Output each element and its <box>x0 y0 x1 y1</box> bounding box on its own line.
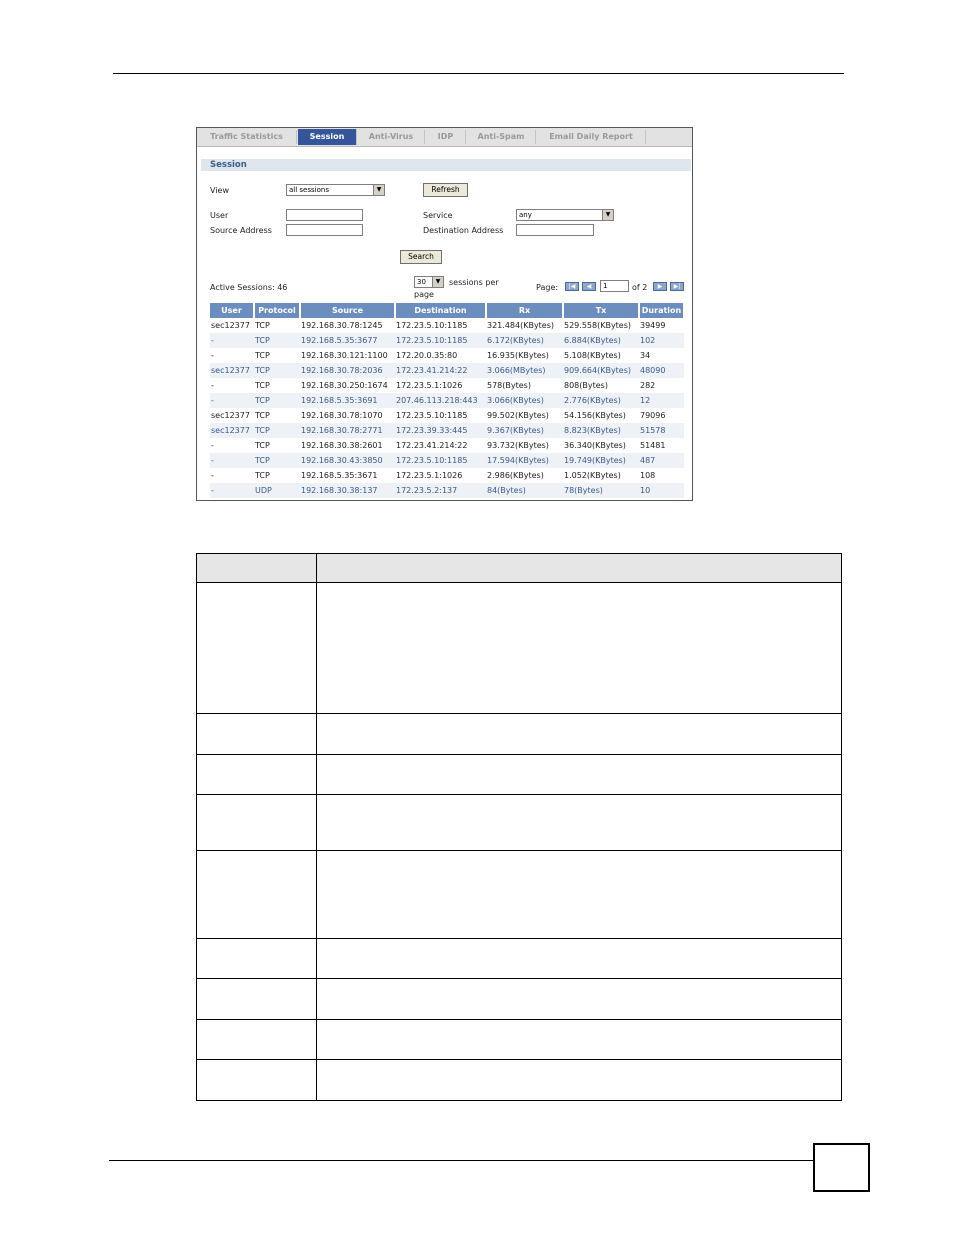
per-page-select[interactable] <box>414 276 444 288</box>
table-cell: 192.168.5.35:3671 <box>301 471 378 480</box>
tab-anti-spam[interactable]: Anti-Spam <box>467 130 536 144</box>
table-cell: 6.884(KBytes) <box>563 333 639 348</box>
table-cell: 78(Bytes) <box>563 483 639 498</box>
table-row[interactable] <box>210 423 684 438</box>
table-cell: - <box>210 483 254 498</box>
table-cell: 172.23.5.10:1185 <box>396 411 468 420</box>
table-cell: 172.23.5.10:1185 <box>395 333 486 348</box>
table-cell: 3.066(MBytes) <box>486 363 563 378</box>
column-header-tx[interactable]: Tx <box>563 303 639 318</box>
source-address-input[interactable] <box>286 224 363 236</box>
page-number-input[interactable] <box>600 280 629 292</box>
table-cell: 172.20.0.35:80 <box>396 351 458 360</box>
table-cell: 17.594(KBytes) <box>486 453 563 468</box>
table-cell: 192.168.5.35:3677 <box>300 333 395 348</box>
table-cell: - <box>211 351 214 360</box>
per-page-label-2: page <box>414 290 434 299</box>
table-cell: TCP <box>255 441 270 450</box>
table-cell <box>197 714 317 755</box>
table-cell: 12 <box>639 393 684 408</box>
table-cell: 51481 <box>640 441 666 450</box>
table-cell <box>197 939 317 979</box>
table-row[interactable] <box>210 393 684 408</box>
table-cell: 36.340(KBytes) <box>564 441 626 450</box>
table-cell: 172.23.41.214:22 <box>396 441 468 450</box>
table-cell: 172.23.5.1:1026 <box>396 471 463 480</box>
page-number-box <box>813 1143 870 1192</box>
table-cell: 192.168.30.78:2036 <box>300 363 395 378</box>
table-cell: 19.749(KBytes) <box>563 453 639 468</box>
table-cell: 172.23.5.10:1185 <box>396 321 468 330</box>
first-page-icon[interactable]: |◀ <box>565 282 579 291</box>
table-cell: 192.168.30.78:1245 <box>301 321 383 330</box>
table-cell: 3.066(KBytes) <box>486 393 563 408</box>
table-cell: 282 <box>640 381 656 390</box>
table-cell: sec12377 <box>211 411 250 420</box>
table-cell: 34 <box>640 351 651 360</box>
table-cell: 909.664(KBytes) <box>563 363 639 378</box>
column-header-protocol[interactable]: Protocol <box>254 303 300 318</box>
table-cell: TCP <box>254 423 300 438</box>
table-cell: 192.168.30.250:1674 <box>301 381 388 390</box>
table-header-label <box>197 554 317 583</box>
table-cell: 8.823(KBytes) <box>563 423 639 438</box>
table-cell: 172.23.5.10:1185 <box>395 453 486 468</box>
table-cell: 487 <box>639 453 684 468</box>
table-cell: 84(Bytes) <box>486 483 563 498</box>
table-cell: TCP <box>254 393 300 408</box>
table-row[interactable] <box>210 318 684 333</box>
view-select[interactable] <box>286 184 385 196</box>
table-cell: 39499 <box>640 321 666 330</box>
session-screenshot <box>196 127 693 501</box>
table-cell: - <box>211 441 214 450</box>
table-cell: sec12377 <box>210 363 254 378</box>
per-page-value: 30 <box>417 278 426 286</box>
table-cell: 48090 <box>639 363 684 378</box>
table-row[interactable] <box>210 408 684 423</box>
session-table <box>210 303 685 498</box>
table-cell: 172.23.5.2:137 <box>395 483 486 498</box>
table-cell: 99.502(KBytes) <box>487 411 549 420</box>
page-label: Page: <box>536 283 559 292</box>
table-row[interactable] <box>210 363 684 378</box>
column-header-destination[interactable]: Destination <box>395 303 486 318</box>
table-cell: TCP <box>254 363 300 378</box>
table-cell: 192.168.30.78:2771 <box>300 423 395 438</box>
table-cell: 10 <box>639 483 684 498</box>
table-row[interactable] <box>210 468 684 483</box>
table-cell <box>197 979 317 1020</box>
tab-traffic-statistics[interactable]: Traffic Statistics <box>197 130 297 144</box>
table-cell: 172.23.39.33:445 <box>395 423 486 438</box>
view-select-value: all sessions <box>289 186 329 194</box>
refresh-button[interactable]: Refresh <box>423 183 468 197</box>
table-cell: sec12377 <box>211 321 250 330</box>
table-cell: 102 <box>639 333 684 348</box>
table-cell <box>317 1020 842 1060</box>
tab-session[interactable]: Session <box>298 129 357 145</box>
table-cell: 192.168.30.38:2601 <box>301 441 383 450</box>
table-cell: 192.168.5.35:3691 <box>300 393 395 408</box>
table-cell <box>317 851 842 939</box>
table-row[interactable] <box>210 453 684 468</box>
table-cell <box>317 714 842 755</box>
tab-anti-virus[interactable]: Anti-Virus <box>358 130 425 144</box>
table-cell: 1.052(KBytes) <box>564 471 621 480</box>
table-cell: 808(Bytes) <box>564 381 608 390</box>
per-page-label: sessions per <box>449 278 499 287</box>
destination-address-input[interactable] <box>516 224 594 236</box>
footer-rule <box>109 1160 814 1161</box>
table-cell <box>317 1060 842 1101</box>
table-cell: TCP <box>254 453 300 468</box>
table-cell <box>317 755 842 795</box>
chevron-down-icon: ▼ <box>602 210 613 220</box>
table-cell: 321.484(KBytes) <box>487 321 555 330</box>
destination-address-label: Destination Address <box>423 226 504 235</box>
next-page-icon[interactable]: ▶ <box>653 282 667 291</box>
service-select[interactable] <box>516 209 614 221</box>
table-cell <box>197 1060 317 1101</box>
table-row[interactable] <box>210 348 684 363</box>
table-cell: 192.168.30.43:3850 <box>300 453 395 468</box>
section-title: Session <box>201 159 691 171</box>
header-rule <box>113 73 844 74</box>
table-row[interactable] <box>210 333 684 348</box>
table-cell: 93.732(KBytes) <box>487 441 549 450</box>
table-cell <box>317 979 842 1020</box>
table-cell: 172.23.5.1:1026 <box>396 381 463 390</box>
column-header-source[interactable]: Source <box>300 303 395 318</box>
tab-idp[interactable]: IDP <box>426 130 466 144</box>
previous-page-icon[interactable]: ◀ <box>582 282 596 291</box>
service-select-value: any <box>519 211 532 219</box>
table-cell <box>317 939 842 979</box>
service-label: Service <box>423 211 453 220</box>
table-cell <box>197 583 317 714</box>
table-cell: - <box>211 381 214 390</box>
table-cell: - <box>210 453 254 468</box>
table-cell: TCP <box>255 351 270 360</box>
table-cell <box>197 795 317 851</box>
table-cell: TCP <box>255 321 270 330</box>
table-row[interactable] <box>210 378 684 393</box>
tab-bar <box>197 128 692 147</box>
table-header-description <box>317 554 842 583</box>
field-description-table <box>196 553 842 1101</box>
table-cell: sec12377 <box>210 423 254 438</box>
column-header-user[interactable]: User <box>210 303 254 318</box>
table-cell: 79096 <box>640 411 666 420</box>
table-cell <box>197 1020 317 1060</box>
table-cell: 6.172(KBytes) <box>486 333 563 348</box>
active-sessions-count: Active Sessions: 46 <box>210 283 288 292</box>
table-cell <box>317 795 842 851</box>
table-cell: TCP <box>255 411 270 420</box>
table-cell: TCP <box>254 333 300 348</box>
chevron-down-icon: ▼ <box>373 185 384 195</box>
table-cell: 5.108(KBytes) <box>564 351 621 360</box>
chevron-down-icon: ▼ <box>432 277 443 287</box>
table-cell: 54.156(KBytes) <box>564 411 626 420</box>
table-cell <box>197 755 317 795</box>
column-header-rx[interactable]: Rx <box>486 303 563 318</box>
table-cell: TCP <box>255 471 270 480</box>
tab-email-daily-report[interactable]: Email Daily Report <box>537 130 646 144</box>
table-cell: UDP <box>254 483 300 498</box>
table-row[interactable] <box>210 483 684 498</box>
last-page-icon[interactable]: ▶| <box>670 282 684 291</box>
table-cell: 578(Bytes) <box>487 381 531 390</box>
user-input[interactable] <box>286 209 363 221</box>
table-cell: 9.367(KBytes) <box>486 423 563 438</box>
session-rows <box>210 318 684 498</box>
table-cell: 172.23.41.214:22 <box>395 363 486 378</box>
table-cell: 2.776(KBytes) <box>563 393 639 408</box>
table-cell: 529.558(KBytes) <box>564 321 632 330</box>
table-cell: - <box>210 393 254 408</box>
table-cell: 207.46.113.218:443 <box>395 393 486 408</box>
table-cell: - <box>211 471 214 480</box>
table-cell: 2.986(KBytes) <box>487 471 544 480</box>
table-cell <box>197 851 317 939</box>
source-address-label: Source Address <box>210 226 272 235</box>
table-cell: 108 <box>640 471 656 480</box>
table-cell <box>317 583 842 714</box>
table-cell: 51578 <box>639 423 684 438</box>
table-cell: - <box>210 333 254 348</box>
table-cell: TCP <box>255 381 270 390</box>
table-cell: 192.168.30.121:1100 <box>301 351 388 360</box>
table-header-row <box>210 303 684 318</box>
table-cell: 192.168.30.38:137 <box>300 483 395 498</box>
table-row[interactable] <box>210 438 684 453</box>
page-count: of 2 <box>632 283 648 292</box>
column-header-duration[interactable]: Duration <box>639 303 684 318</box>
table-cell: 192.168.30.78:1070 <box>301 411 383 420</box>
search-button[interactable]: Search <box>400 250 442 264</box>
user-label: User <box>210 211 229 220</box>
view-label: View <box>210 186 229 195</box>
table-cell: 16.935(KBytes) <box>487 351 549 360</box>
